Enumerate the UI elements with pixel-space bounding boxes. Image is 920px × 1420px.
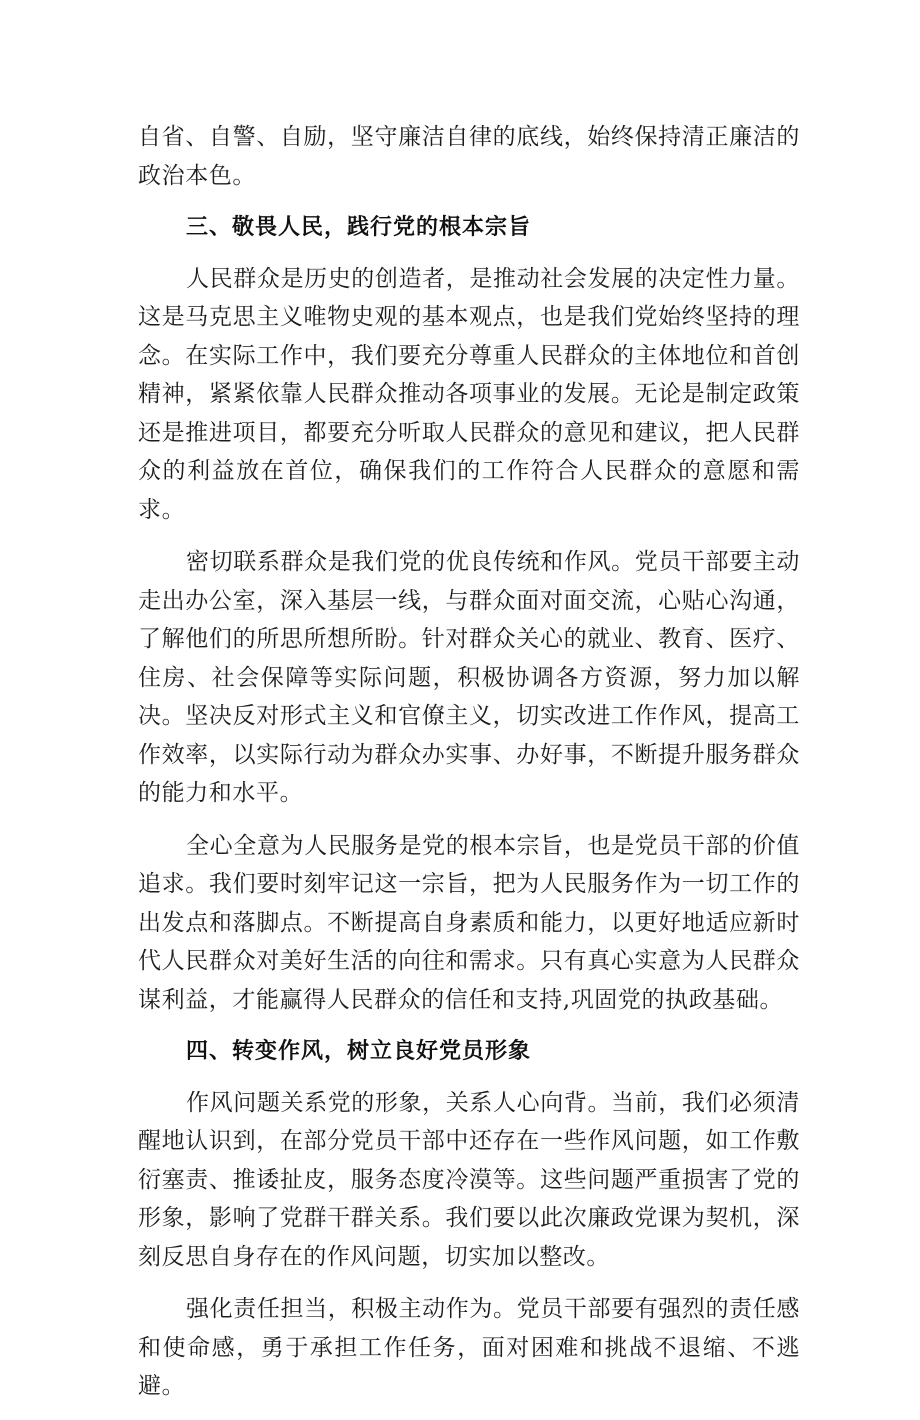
paragraph: 自省、自警、自励，坚守廉洁自律的底线，始终保持清正廉洁的政治本色。 xyxy=(138,124,800,189)
paragraph: 密切联系群众是我们党的优良传统和作风。党员干部要主动走出办公室，深入基层一线，与群众面对面交流，心贴心沟通，了解他们的所思所想所盼。针对群众关心的就业、教育、医疗、住房、社会保障等实际问题，积极协调各方资源，努力加以解决。坚决反对形式主义和官僚主义，切实改进工作作风，提高工作效率，以实际行动为群众办实事、办好事，不断提升服务群众的能力和水平。 xyxy=(138,549,800,806)
paragraph: 人民群众是历史的创造者，是推动社会发展的决定性力量。这是马克思主义唯物史观的基本观点，也是我们党始终坚持的理念。在实际工作中，我们要充分尊重人民群众的主体地位和首创精神，紧紧依靠人民群众推动各项事业的发展。无论是制定政策还是推进项目，都要充分听取人民群众的意见和建议，把人民群众的利益放在首位，确保我们的工作符合人民群众的意愿和需求。 xyxy=(138,265,800,523)
paragraph: 强化责任担当，积极主动作为。党员干部要有强烈的责任感和使命感，勇于承担工作任务，面对困难和挑战不退缩、不逃避。 xyxy=(138,1296,800,1399)
document-body xyxy=(138,118,800,1420)
section-heading: 三、敬畏人民，践行党的根本宗旨 xyxy=(186,215,532,240)
paragraph: 全心全意为人民服务是党的根本宗旨，也是党员干部的价值追求。我们要时刻牢记这一宗旨，把为人民服务作为一切工作的出发点和落脚点。不断提高自身素质和能力，以更好地适应新时代人民群众对美好生活的向往和需求。只有真心实意为人民群众谋利益，才能赢得人民群众的信任和支持,巩固党的执政基础。 xyxy=(138,832,800,1013)
paragraph: 作风问题关系党的形象，关系人心向背。当前，我们必须清醒地认识到，在部分党员干部中还存在一些作风问题，如工作敷衍塞责、推诿扯皮，服务态度冷漠等。这些问题严重损害了党的形象，影响了党群干群关系。我们要以此次廉政党课为契机，深刻反思自身存在的作风问题，切实加以整改。 xyxy=(138,1089,800,1270)
section-heading: 四、转变作风，树立良好党员形象 xyxy=(186,1039,532,1064)
